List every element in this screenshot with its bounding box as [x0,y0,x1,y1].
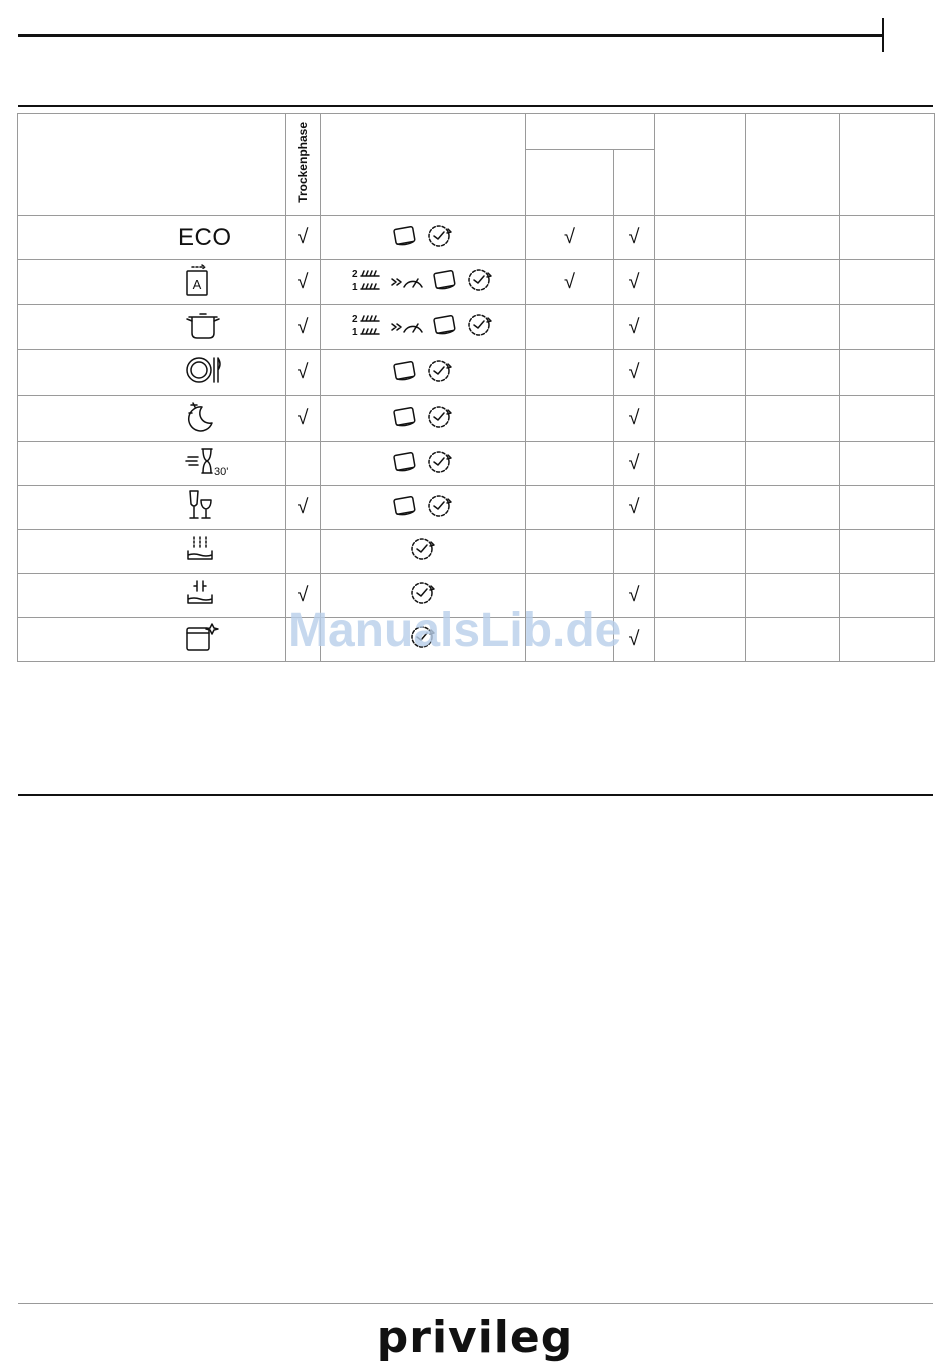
empty-cell [746,216,840,260]
option-b-check [526,396,614,442]
empty-cell [655,530,746,574]
delay-timer-icon [426,404,454,430]
watermark: ManualsLib.de [288,604,622,657]
program-icon-cell [18,305,286,350]
power-wash-icon [390,314,424,336]
program-row [18,350,935,396]
tablet-icon [392,360,418,382]
brand-logo: privileg [376,1312,574,1363]
program-icon-cell [18,216,286,260]
empty-cell [840,442,935,486]
empty-cell [655,574,746,618]
svg-text:A: A [192,276,202,292]
delay-timer-icon [409,580,437,606]
options-cell [321,396,526,442]
empty-cell [840,260,935,305]
header-group [526,114,655,150]
option-c-check: √ [614,396,655,442]
empty-cell [655,350,746,396]
program-icon-cell [18,260,286,305]
options-cell [321,260,526,305]
svg-text:2: 2 [352,313,358,325]
empty-cell [840,396,935,442]
empty-cell [840,305,935,350]
drying-check: √ [286,216,321,260]
empty-cell [655,486,746,530]
options-cell [321,305,526,350]
empty-cell [655,396,746,442]
prewash-icon [184,533,216,570]
option-b-check [526,350,614,396]
empty-cell [840,618,935,662]
header-sub-a [526,150,614,216]
quick-30-icon [184,445,228,482]
section-rule [18,105,933,107]
option-b-check: √ [526,216,614,260]
option-b-check [526,618,614,662]
option-c-check: √ [614,618,655,662]
drying-check: √ [286,574,321,618]
empty-cell [840,530,935,574]
option-b-check [526,486,614,530]
program-row [18,574,935,618]
header-options [321,114,526,216]
option-c-check: √ [614,574,655,618]
delay-timer-icon [409,536,437,562]
svg-text:30': 30' [214,466,228,477]
tablet-icon [432,314,458,336]
program-row [18,216,935,260]
program-row [18,442,935,486]
program-row [18,260,935,305]
auto-program-icon [184,263,212,302]
empty-cell [655,260,746,305]
delay-timer-icon [466,267,494,293]
program-icon-cell [18,350,286,396]
top-rule [18,34,883,37]
power-wash-icon [390,269,424,291]
options-cell [321,350,526,396]
program-row [18,530,935,574]
option-c-check: √ [614,442,655,486]
empty-cell [746,396,840,442]
option-b-check [526,530,614,574]
night-moon-icon [184,399,216,438]
tablet-icon [392,495,418,517]
program-row [18,396,935,442]
drying-check: √ [286,486,321,530]
program-row [18,305,935,350]
svg-text:2: 2 [352,268,358,280]
drying-check [286,530,321,574]
empty-cell [655,618,746,662]
delay-timer-icon [426,358,454,384]
rinse-icon [184,577,216,614]
options-cell [321,574,526,618]
option-c-check [614,530,655,574]
drying-check [286,618,321,662]
empty-cell [746,305,840,350]
header-col8 [840,114,935,216]
options-cell [321,486,526,530]
option-b-check [526,574,614,618]
pot-icon [184,309,222,346]
glass-icon [184,488,216,527]
tablet-icon [392,451,418,473]
empty-cell [746,574,840,618]
tablet-icon [392,406,418,428]
empty-cell [840,216,935,260]
empty-cell [840,350,935,396]
option-c-check: √ [614,260,655,305]
drying-check: √ [286,260,321,305]
option-b-check: √ [526,260,614,305]
delay-timer-icon [426,223,454,249]
option-b-check [526,442,614,486]
header-col6 [655,114,746,216]
eco-label: ECO [178,223,232,251]
program-row [18,486,935,530]
program-icon-cell [18,618,286,662]
empty-cell [746,530,840,574]
program-row [18,618,935,662]
delay-timer-icon [409,624,437,650]
option-c-check: √ [614,350,655,396]
header-program [18,114,286,216]
header-col7 [746,114,840,216]
section-rule-bottom [18,794,933,796]
options-cell [321,530,526,574]
empty-cell [746,486,840,530]
option-c-check: √ [614,305,655,350]
drying-check: √ [286,350,321,396]
options-cell [321,442,526,486]
option-c-check: √ [614,216,655,260]
empty-cell [655,442,746,486]
plate-cutlery-icon [184,354,224,391]
program-icon-cell [18,396,286,442]
delay-timer-icon [466,312,494,338]
tablet-icon [432,269,458,291]
header-sub-b [614,150,655,216]
drying-check: √ [286,305,321,350]
header-drying: Trockenphase [286,114,321,216]
empty-cell [746,618,840,662]
svg-text:1: 1 [352,281,358,293]
footer-rule [18,1303,933,1304]
program-icon-cell [18,442,286,486]
tablet-icon [392,225,418,247]
empty-cell [746,260,840,305]
option-b-check [526,305,614,350]
drying-check [286,442,321,486]
half-load-zone-icon [352,312,382,338]
empty-cell [746,350,840,396]
empty-cell [655,216,746,260]
empty-cell [840,486,935,530]
empty-cell [746,442,840,486]
svg-text:1: 1 [352,326,358,338]
empty-cell [840,574,935,618]
delay-timer-icon [426,493,454,519]
options-cell [321,618,526,662]
empty-cell [655,305,746,350]
option-c-check: √ [614,486,655,530]
drying-check: √ [286,396,321,442]
delay-timer-icon [426,449,454,475]
top-tick [882,18,884,52]
self-clean-icon [184,620,220,659]
program-icon-cell [18,530,286,574]
program-icon-cell [18,486,286,530]
options-cell [321,216,526,260]
half-load-zone-icon [352,267,382,293]
program-table [17,113,935,662]
program-icon-cell [18,574,286,618]
